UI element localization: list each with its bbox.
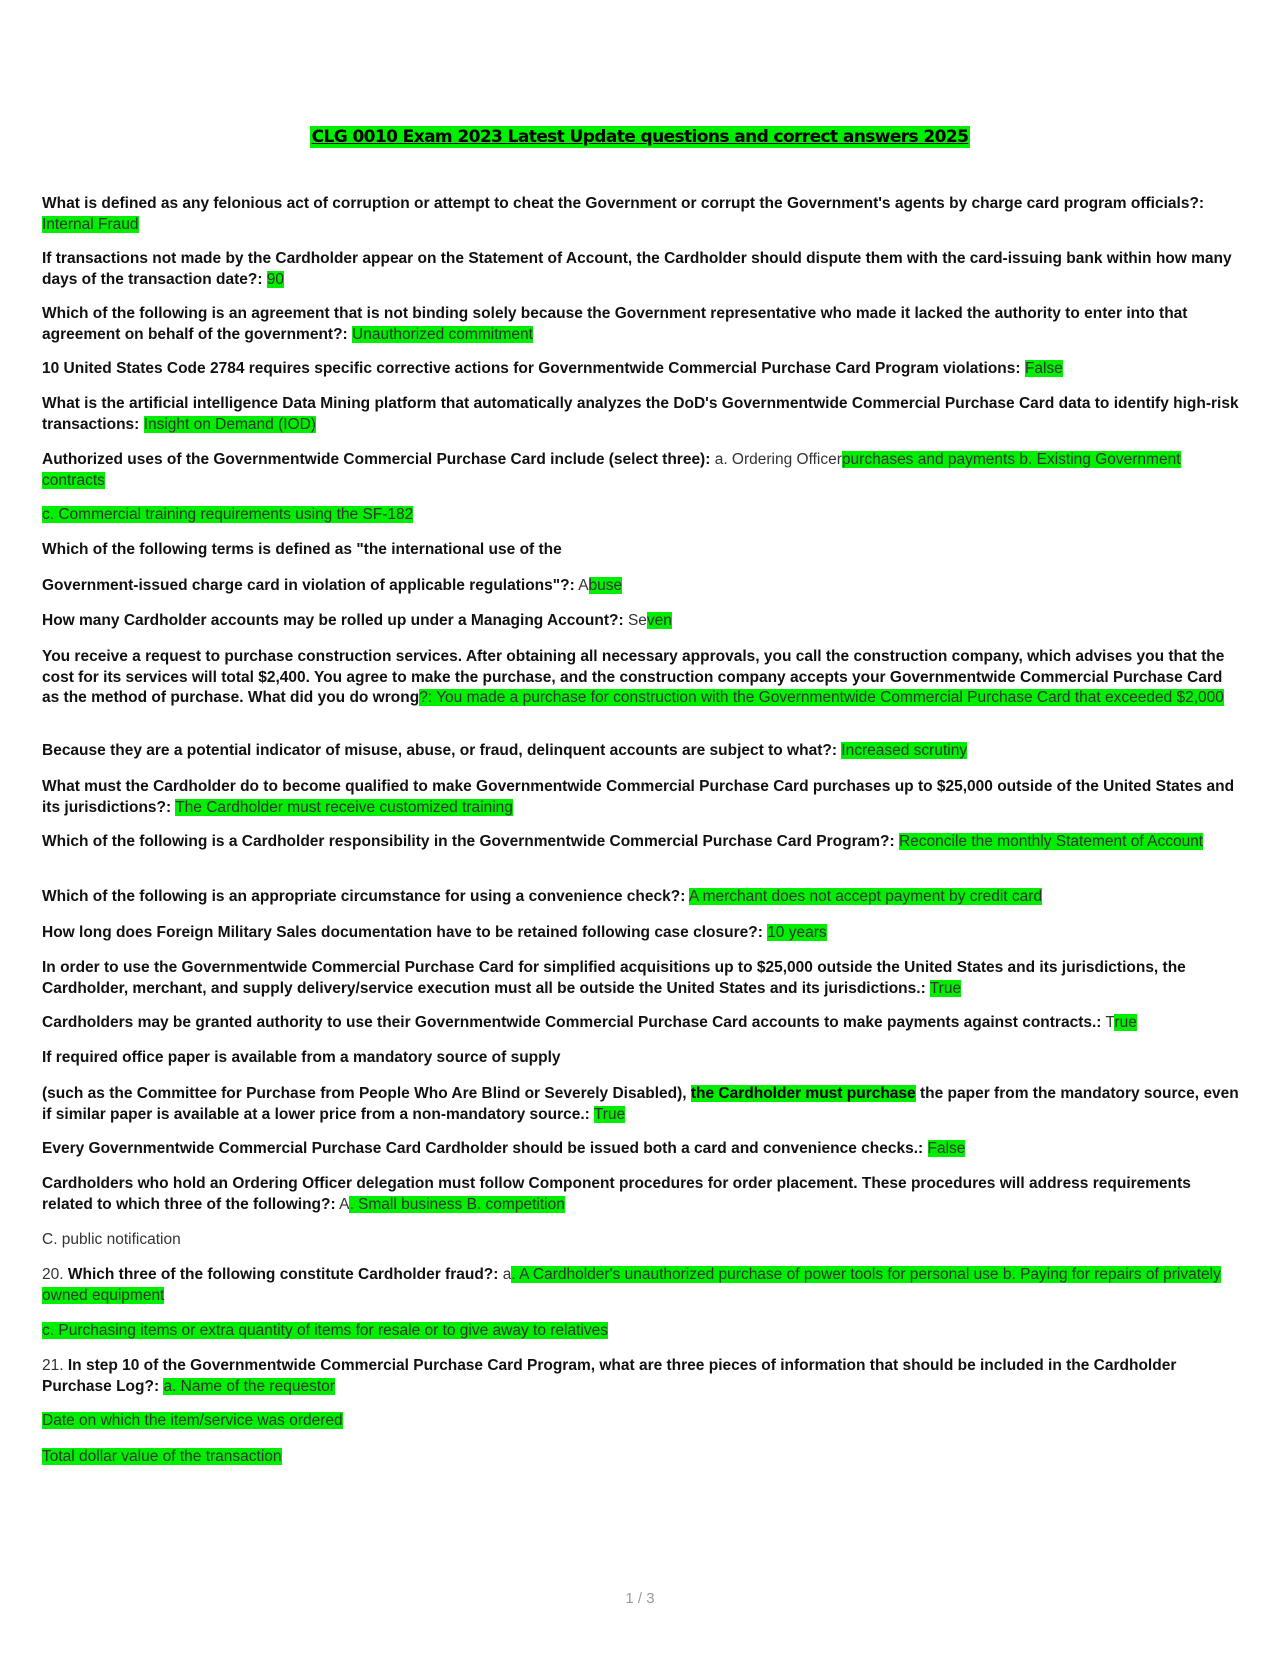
qa-item <box>42 1265 1242 1306</box>
question-text: How long does Foreign Military Sales documentation have to be retained following case closure?: <box>42 924 763 941</box>
answer-highlight: Internal Fraud <box>42 215 139 233</box>
answer-highlight: . A Cardholder's unauthorized purchase of power tools for personal use b. Paying for repairs of privately owned equipment <box>42 1266 1221 1304</box>
question-text: Cardholders may be granted authority to use their Governmentwide Commercial Purchase Card accounts to make payments against contracts.: <box>42 1014 1102 1031</box>
page-number: 1 / 3 <box>625 1590 655 1607</box>
qa-item <box>42 1411 1242 1432</box>
qa-item <box>42 741 1242 762</box>
answer-highlight: c. Commercial training requirements using the SF-182 <box>42 506 414 523</box>
answer-highlight: False <box>927 1140 966 1157</box>
question-text: Which three of the following constitute Cardholder fraud?: <box>67 1266 499 1283</box>
answer-highlight: a. Name of the requestor <box>163 1377 335 1395</box>
question-text-continued: the paper from the mandatory source, even if similar paper is available at a lower price from a non-mandatory source.: <box>42 1085 1239 1123</box>
qa-item <box>42 540 1242 561</box>
answer-plain: a <box>502 1266 512 1283</box>
question-text: How many Cardholder accounts may be rolled up under a Managing Account?: <box>42 612 624 629</box>
answer-highlight: Insight on Demand (IOD) <box>143 415 316 433</box>
qa-item <box>42 1084 1242 1125</box>
qa-item <box>42 576 1242 597</box>
question-text: In step 10 of the Governmentwide Commercial Purchase Card Program, what are three pieces of information that should be included in the Cardholder Purchase Log?: <box>42 1357 1177 1395</box>
qa-item <box>42 359 1242 380</box>
qa-item <box>42 958 1242 999</box>
qa-item <box>42 1230 1242 1251</box>
question-text: Government-issued charge card in violation of applicable regulations"?: <box>42 577 575 594</box>
answer-plain: Se <box>627 612 647 629</box>
answer-highlight: . Small business B. competition <box>349 1195 565 1213</box>
answer-highlight: Increased scrutiny <box>841 742 968 759</box>
question-text: Which of the following is a Cardholder responsibility in the Governmentwide Commercial Purchase Card Program?: <box>42 833 895 850</box>
answer-plain: C. public notification <box>42 1231 181 1248</box>
question-text: What is defined as any felonious act of corruption or attempt to cheat the Government or corrupt the Government's agents by charge card program officials?: <box>42 195 1205 212</box>
answer-highlight: Reconcile the monthly Statement of Account <box>898 833 1204 850</box>
question-text: Cardholders who hold an Ordering Officer delegation must follow Component procedures for order placement. These procedures will address requirements related to which three of the following?: <box>42 1175 1191 1213</box>
qa-item <box>42 832 1242 853</box>
qa-item <box>42 647 1242 709</box>
answer-highlight: The Cardholder must receive customized training <box>175 798 513 816</box>
qa-item <box>42 505 1242 526</box>
answer-highlight: False <box>1024 360 1063 377</box>
qa-item <box>42 450 1242 491</box>
qa-item <box>42 611 1242 632</box>
question-highlight: the Cardholder must purchase <box>690 1085 916 1102</box>
answer-highlight: A merchant does not accept payment by credit card <box>688 888 1043 905</box>
answer-plain: a. Ordering Officer <box>714 451 842 468</box>
qa-item <box>42 1174 1242 1215</box>
question-text: 10 United States Code 2784 requires specific corrective actions for Governmentwide Commercial Purchase Card Program violations: <box>42 360 1021 377</box>
qa-item <box>42 1013 1242 1034</box>
question-text: (such as the Committee for Purchase from People Who Are Blind or Severely Disabled), <box>42 1085 687 1102</box>
question-text: Every Governmentwide Commercial Purchase Card Cardholder should be issued both a card and convenience checks.: <box>42 1140 924 1157</box>
answer-highlight: True <box>593 1105 626 1123</box>
question-text: Which of the following is an agreement that is not binding solely because the Government representative who made it lacked the authority to enter into that agreement on behalf of the government?: <box>42 305 1188 343</box>
answer-highlight: 90 <box>266 270 285 288</box>
title-wrap <box>0 126 1280 148</box>
answer-highlight: rue <box>1114 1014 1137 1031</box>
qa-item <box>42 194 1242 235</box>
question-text: In order to use the Governmentwide Commercial Purchase Card for simplified acquisitions up to $25,000 outside the United States and its jurisdictions, the Cardholder, merchant, and supply delivery/service execution must all be outside the United States and its jurisdictions.: <box>42 959 1186 997</box>
question-text: What must the Cardholder do to become qualified to make Governmentwide Commercial Purchase Card purchases up to $25,000 outside of the United States and its jurisdictions?: <box>42 778 1235 816</box>
question-text: If transactions not made by the Cardholder appear on the Statement of Account, the Cardholder should dispute them with the card-issuing bank within how many days of the transaction date?: <box>42 250 1232 288</box>
question-text: Which of the following terms is defined as "the international use of the <box>42 541 562 558</box>
qa-item <box>42 394 1242 435</box>
qa-item <box>42 777 1242 818</box>
qa-item <box>42 304 1242 345</box>
answer-highlight: buse <box>588 577 623 594</box>
qa-item <box>42 923 1242 944</box>
answer-highlight: Unauthorized commitment <box>352 325 533 343</box>
question-text: Which of the following is an appropriate circumstance for using a convenience check?: <box>42 888 686 905</box>
qa-item <box>42 249 1242 290</box>
answer-highlight: ven <box>646 612 672 629</box>
answer-highlight: c. Purchasing items or extra quantity of items for resale or to give away to relatives <box>42 1322 608 1339</box>
answer-plain: T <box>1105 1014 1115 1031</box>
answer-highlight: 10 years <box>767 924 827 941</box>
qa-item <box>42 1048 1242 1069</box>
question-text: Because they are a potential indicator of misuse, abuse, or fraud, delinquent accounts are subject to what?: <box>42 742 837 759</box>
answer-highlight: Total dollar value of the transaction <box>42 1448 282 1465</box>
answer-plain: A <box>339 1195 350 1213</box>
question-text: What is the artificial intelligence Data Mining platform that automatically analyzes the DoD's Governmentwide Commercial Purchase Card data to identify high-risk transactions: <box>42 395 1239 433</box>
qa-item <box>42 1139 1242 1160</box>
qa-item <box>42 887 1242 908</box>
qa-item <box>42 1447 1242 1468</box>
answer-highlight: Date on which the item/service was ordered <box>42 1412 343 1429</box>
qa-item <box>42 1356 1242 1397</box>
answer-highlight: ?: You made a purchase for construction with the Governmentwide Commercial Purchase Card that exceeded $2,000 <box>419 689 1224 706</box>
answer-highlight: True <box>929 979 962 997</box>
item-number: 20. <box>42 1266 64 1283</box>
answer-highlight: purchases and payments b. Existing Government contracts <box>42 451 1181 489</box>
document-title: CLG 0010 Exam 2023 Latest Update questions and correct answers 2025 <box>311 127 969 147</box>
question-text: Authorized uses of the Governmentwide Commercial Purchase Card include (select three): <box>42 451 711 468</box>
answer-plain: A <box>578 577 589 594</box>
question-text: If required office paper is available from a mandatory source of supply <box>42 1049 561 1066</box>
qa-item <box>42 1321 1242 1342</box>
item-number: 21. <box>42 1357 64 1374</box>
question-text: You receive a request to purchase construction services. After obtaining all necessary approvals, you call the construction company, which advises you that the cost for its services will total $2,400. You agree to make the purchase, and the construction company accepts your Governmentwide Commercial Purchase Card as the method of purchase. What did you do wrong <box>42 648 1225 706</box>
